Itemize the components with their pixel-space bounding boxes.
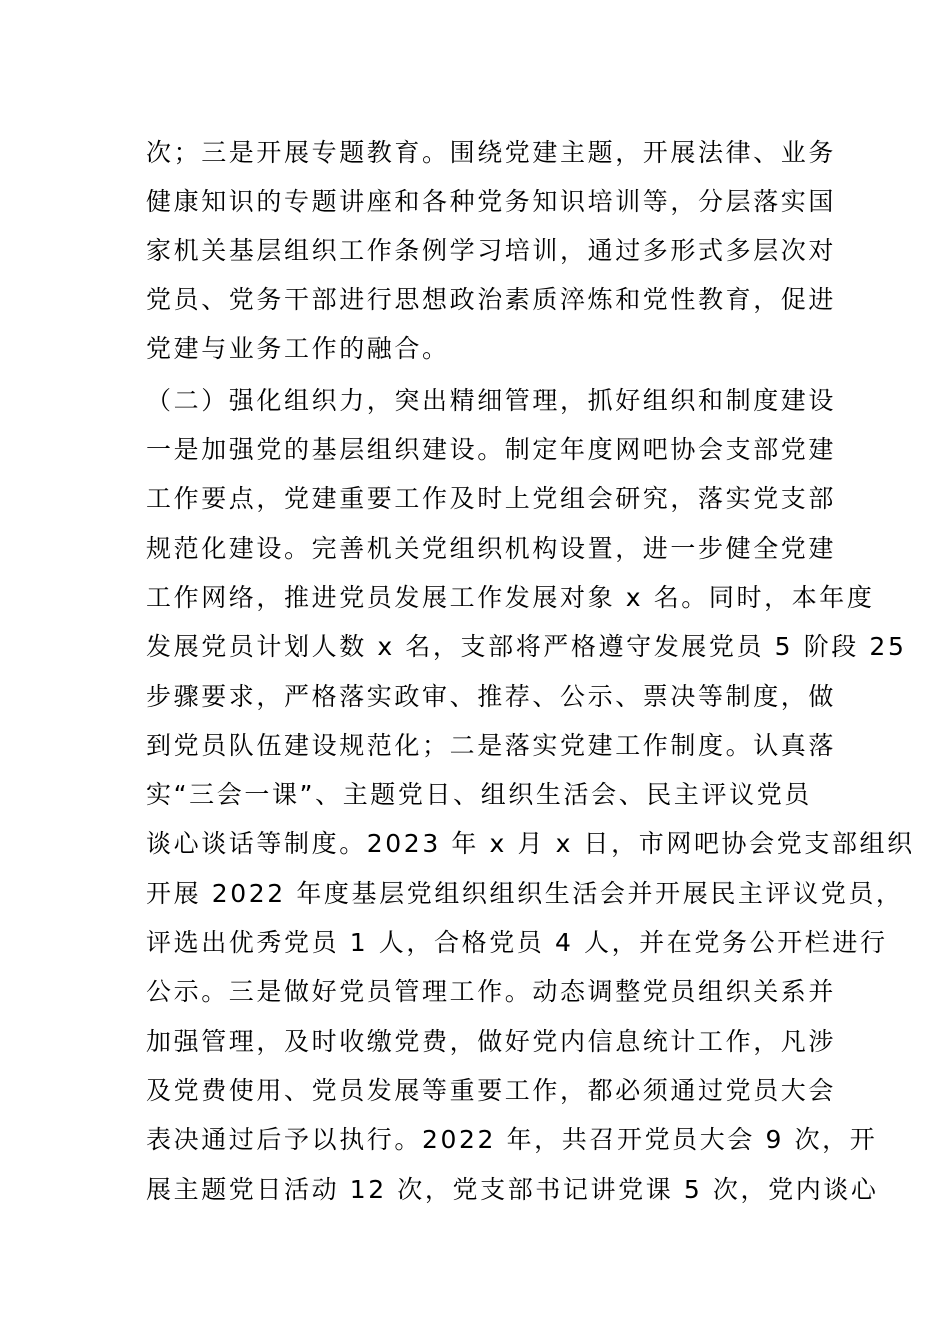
paragraph-line: 次；三是开展专题教育。围绕党建主题，开展法律、业务 <box>146 138 837 167</box>
section-heading: （二）强化组织力，突出精细管理，抓好组织和制度建设 <box>146 386 837 415</box>
paragraph-line: 加强管理，及时收缴党费，做好党内信息统计工作，凡涉 <box>146 1027 837 1056</box>
paragraph-line: 健康知识的专题讲座和各种党务知识培训等，分层落实国 <box>146 187 837 216</box>
paragraph-line: 党建与业务工作的融合。 <box>146 334 450 363</box>
paragraph-line: 规范化建设。完善机关党组织机构设置，进一步健全党建 <box>146 534 837 563</box>
paragraph-line: 表决通过后予以执行。2022 年，共召开党员大会 9 次，开 <box>146 1125 878 1154</box>
paragraph-line: 到党员队伍建设规范化；二是落实党建工作制度。认真落 <box>146 731 837 760</box>
paragraph-line: 及党费使用、党员发展等重要工作，都必须通过党员大会 <box>146 1076 837 1105</box>
paragraph-line: 党员、党务干部进行思想政治素质淬炼和党性教育，促进 <box>146 285 837 314</box>
paragraph-line: 工作要点，党建重要工作及时上党组会研究，落实党支部 <box>146 484 837 513</box>
paragraph-line: 评选出优秀党员 1 人，合格党员 4 人，并在党务公开栏进行 <box>146 928 888 957</box>
paragraph-line: 展主题党日活动 12 次，党支部书记讲党课 5 次，党内谈心 <box>146 1175 879 1204</box>
paragraph-line: 实“三会一课”、主题党日、组织生活会、民主评议党员 <box>146 780 812 809</box>
paragraph-line: 公示。三是做好党员管理工作。动态调整党员组织关系并 <box>146 977 837 1006</box>
paragraph-line: 发展党员计划人数 x 名，支部将严格遵守发展党员 5 阶段 25 <box>146 632 907 661</box>
paragraph-line: 谈心谈话等制度。2023 年 x 月 x 日，市网吧协会党支部组织 <box>146 829 915 858</box>
paragraph-line: 家机关基层组织工作条例学习培训，通过多形式多层次对 <box>146 236 837 265</box>
paragraph-line: 一是加强党的基层组织建设。制定年度网吧协会支部党建 <box>146 435 837 464</box>
paragraph-line: 开展 2022 年度基层党组织组织生活会并开展民主评议党员， <box>146 879 904 908</box>
paragraph-line: 步骤要求，严格落实政审、推荐、公示、票决等制度，做 <box>146 682 837 711</box>
paragraph-line: 工作网络，推进党员发展工作发展对象 x 名。同时，本年度 <box>146 583 875 612</box>
